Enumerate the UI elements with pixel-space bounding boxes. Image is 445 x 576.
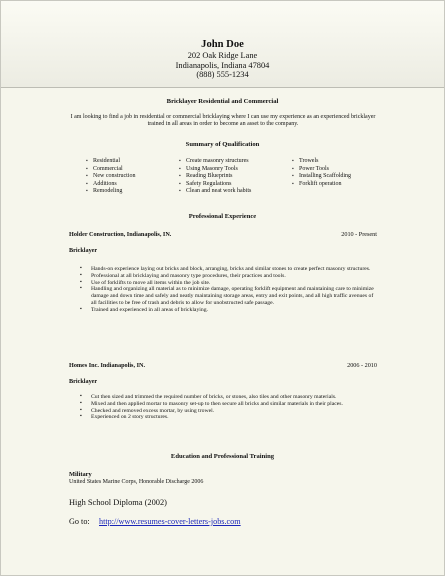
qualification-item: ▪ Create masonry structures (179, 158, 251, 166)
job-role: Bricklayer (69, 247, 98, 254)
qualification-item: ▪ Using Masonry Tools (179, 166, 251, 174)
military-label: Military (69, 471, 92, 478)
resume-website-link[interactable]: http://www.resumes-cover-letters-jobs.com (99, 517, 241, 526)
job-dates: 2006 - 2010 (347, 362, 377, 369)
qualification-item: ▪ Reading Blueprints (179, 173, 251, 181)
job-dates: 2010 - Present (341, 231, 377, 238)
qualifications-list (1, 158, 444, 198)
objective-title: Bricklayer Residential and Commercial (166, 98, 279, 105)
experience-title: Professional Experience (188, 213, 257, 220)
qualifications-title: Summary of Qualification (185, 141, 260, 148)
objective-text: I am looking to find a job in residential or commercial bricklaying where I can use my experience as an experienced bricklayer trained in all areas in order to become an asset to the company. (70, 114, 376, 128)
city-state-zip: Indianapolis, Indiana 47804 (175, 60, 270, 70)
job-bullet: ▪ Mixed and then applied mortar to masonry set-up to then secure all bricks and similar materials in their places. (74, 401, 374, 408)
military-detail-1: United States Marine Corps, Honorable Discharge 2006 (69, 479, 204, 485)
job-company: Homes Inc. Indianapolis, IN. (69, 362, 145, 369)
qualifications-column-1 (86, 158, 136, 196)
job-bullet: ▪ Cut then sized and trimmed the required number of bricks, or stones, also tiles and other masonry materials. (74, 394, 374, 401)
job-bullet: ▪ Professional at all bricklaying and masonry type procedures, their practices and tools. (74, 273, 374, 280)
job-bullet-list (74, 394, 374, 421)
qualifications-column-3 (292, 158, 351, 188)
qualification-item: ▪ Forklift operation (292, 181, 351, 189)
qualification-item: ▪ Residential (86, 158, 136, 166)
job-bullet-list (74, 266, 374, 314)
high-school-diploma: High School Diploma (2002) (69, 498, 167, 507)
qualification-item: ▪ Remodeling (86, 188, 136, 196)
goto-label: Go to: (69, 517, 90, 526)
job-bullet: ▪ Checked and removed excess mortar, by using trowel. (74, 408, 374, 415)
phone-number: (888) 555-1234 (196, 70, 249, 80)
qualification-item: ▪ Power Tools (292, 166, 351, 174)
job-bullet: ▪ Experienced on 2 story structures. (74, 414, 374, 421)
contact-header (1, 1, 444, 88)
job-role: Bricklayer (69, 378, 98, 385)
street-address: 202 Oak Ridge Lane (187, 51, 258, 60)
job-bullet: ▪ Handling and organizing all material as to minimize damage, operating forklift equipment and maintaining care to minimize damage and down time and safely and neatly maintaining storage areas, entry and exit points, and all high traffic avenues of all facilities to be free of trash and debris to allow for unobstructed safe passage. (74, 286, 374, 306)
job-bullet: ▪ Hands-on experience laying out bricks and block, arranging, bricks and similar stones to create perfect masonry structures. (74, 266, 374, 273)
qualification-item: ▪ Installing Scaffolding (292, 173, 351, 181)
qualification-item: ▪ Safety Regulations (179, 181, 251, 189)
qualification-item: ▪ Trowels (292, 158, 351, 166)
qualification-item: ▪ New construction (86, 173, 136, 181)
qualification-item: ▪ Clean and neat work habits (179, 188, 251, 196)
qualification-item: ▪ Commercial (86, 166, 136, 174)
qualifications-column-2 (179, 158, 251, 196)
job-bullet: ▪ Use of forklifts to move all items within the job site. (74, 280, 374, 287)
job-company: Holder Construction, Indianapolis, IN. (69, 231, 172, 238)
job-bullet: ▪ Trained and experienced in all areas of bricklaying. (74, 307, 374, 314)
qualification-item: ▪ Additions (86, 181, 136, 189)
candidate-name: John Doe (201, 39, 244, 50)
education-title: Education and Professional Training (170, 453, 275, 460)
